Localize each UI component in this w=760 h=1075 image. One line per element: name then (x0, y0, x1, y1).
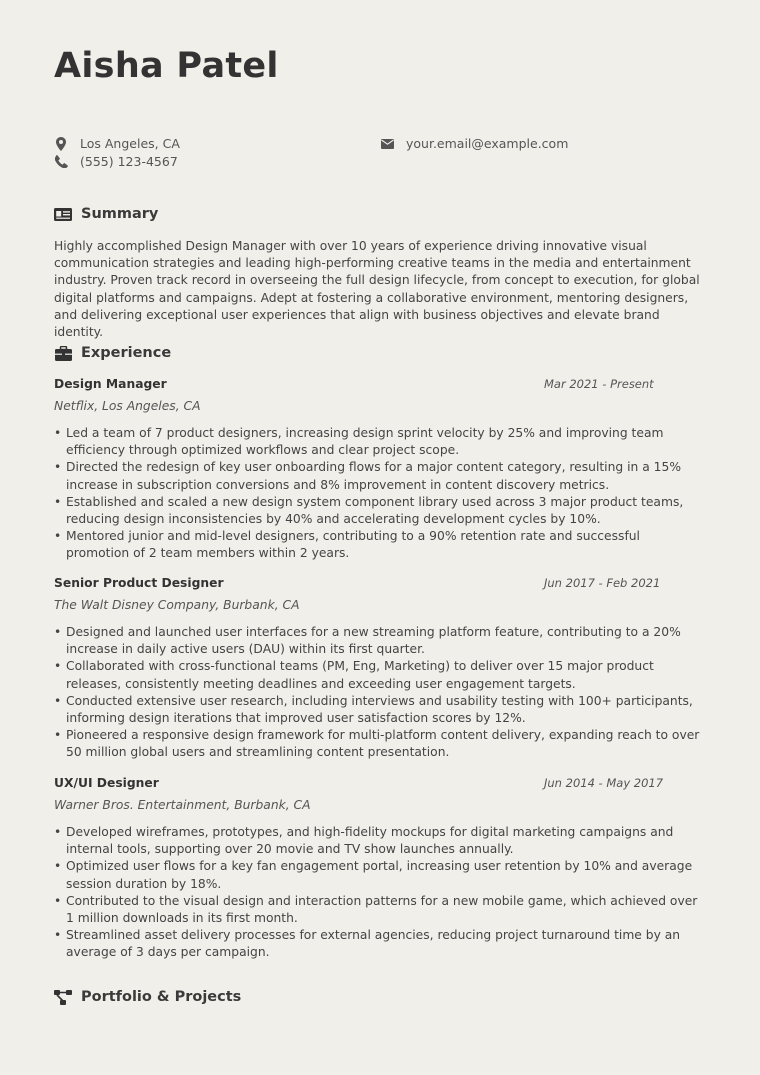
job-bullets (54, 425, 706, 563)
phone-icon (54, 155, 68, 169)
experience-heading (54, 345, 171, 361)
contact-location (54, 136, 180, 151)
job-bullet: • Streamlined asset delivery processes for external agencies, reducing project turnaround time by an average of 3 days per campaign. (54, 927, 706, 961)
job-bullet: • Established and scaled a new design system component library used across 3 major product teams, reducing design inconsistencies by 40% and accelerating development cycles by 10%. (54, 494, 706, 528)
job-dates: Jun 2017 - Feb 2021 (544, 576, 661, 590)
job-bullet: • Optimized user flows for a key fan engagement portal, increasing user retention by 10% and average session duration by 18%. (54, 858, 706, 892)
job-bullet: • Contributed to the visual design and interaction patterns for a new mobile game, which achieved over 1 million downloads in its first month. (54, 893, 706, 927)
job-bullets (54, 824, 706, 962)
location-text: Los Angeles, CA (80, 136, 180, 151)
job-company: Netflix, Los Angeles, CA (54, 399, 201, 413)
job-entry (54, 576, 706, 762)
job-bullet: • Conducted extensive user research, including interviews and usability testing with 100+ participants, informing design iterations that improved user satisfaction scores by 12%. (54, 693, 706, 727)
map-pin-icon (54, 137, 68, 151)
job-company: The Walt Disney Company, Burbank, CA (54, 598, 300, 612)
job-role: UX/UI Designer (54, 776, 159, 790)
briefcase-icon (54, 345, 72, 361)
email-link[interactable]: your.email@example.com (406, 136, 569, 151)
summary-title: Summary (81, 206, 159, 222)
contact-email (380, 136, 568, 151)
job-bullet: • Directed the redesign of key user onboarding flows for a major content category, resulting in a 15% increase in subscription conversions and 8% improvement in content discovery metrics. (54, 459, 706, 493)
job-entry (54, 377, 706, 563)
job-dates: Mar 2021 - Present (544, 377, 654, 391)
phone-text: (555) 123-4567 (80, 154, 178, 169)
portfolio-heading (54, 989, 241, 1005)
job-role: Design Manager (54, 377, 167, 391)
job-bullet: • Mentored junior and mid-level designers, contributing to a 90% retention rate and successful promotion of 2 team members within 2 years. (54, 528, 706, 562)
job-bullet: • Designed and launched user interfaces for a new streaming platform feature, contributing to a 20% increase in daily active users (DAU) within its first quarter. (54, 624, 706, 658)
job-bullets (54, 624, 706, 762)
portfolio-title: Portfolio & Projects (81, 989, 242, 1005)
job-bullet: • Led a team of 7 product designers, increasing design sprint velocity by 25% and improving team efficiency through optimized workflows and clear project scope. (54, 425, 706, 459)
diagram-network-icon (54, 989, 72, 1005)
summary-heading (54, 206, 158, 222)
job-bullet: • Developed wireframes, prototypes, and high-fidelity mockups for digital marketing campaigns and internal tools, supporting over 20 movie and TV show launches annually. (54, 824, 706, 858)
job-bullet: • Collaborated with cross-functional teams (PM, Eng, Marketing) to deliver over 15 major product releases, consistently meeting deadlines and exceeding user engagement targets. (54, 658, 706, 692)
candidate-name: Aisha Patel (54, 46, 279, 86)
job-company: Warner Bros. Entertainment, Burbank, CA (54, 798, 311, 812)
experience-title: Experience (81, 345, 172, 361)
job-entry (54, 776, 706, 962)
contact-phone (54, 154, 178, 169)
job-role: Senior Product Designer (54, 576, 224, 590)
envelope-icon (380, 137, 394, 151)
job-dates: Jun 2014 - May 2017 (544, 776, 664, 790)
summary-text: Highly accomplished Design Manager with over 10 years of experience driving innovative visual communication strategies and leading high-performing creative teams in the media and entertainment industry. Proven track record in overseeing the full design lifecycle, from concept to execution, for global digital platforms and campaigns. Adept at fostering a collaborative environment, mentoring designers, and delivering exceptional user experiences that align with business objectives and elevate brand identity. (54, 239, 700, 340)
job-bullet: • Pioneered a responsive design framework for multi-platform content delivery, expanding reach to over 50 million global users and streamlining content presentation. (54, 727, 706, 761)
id-card-icon (54, 206, 72, 222)
